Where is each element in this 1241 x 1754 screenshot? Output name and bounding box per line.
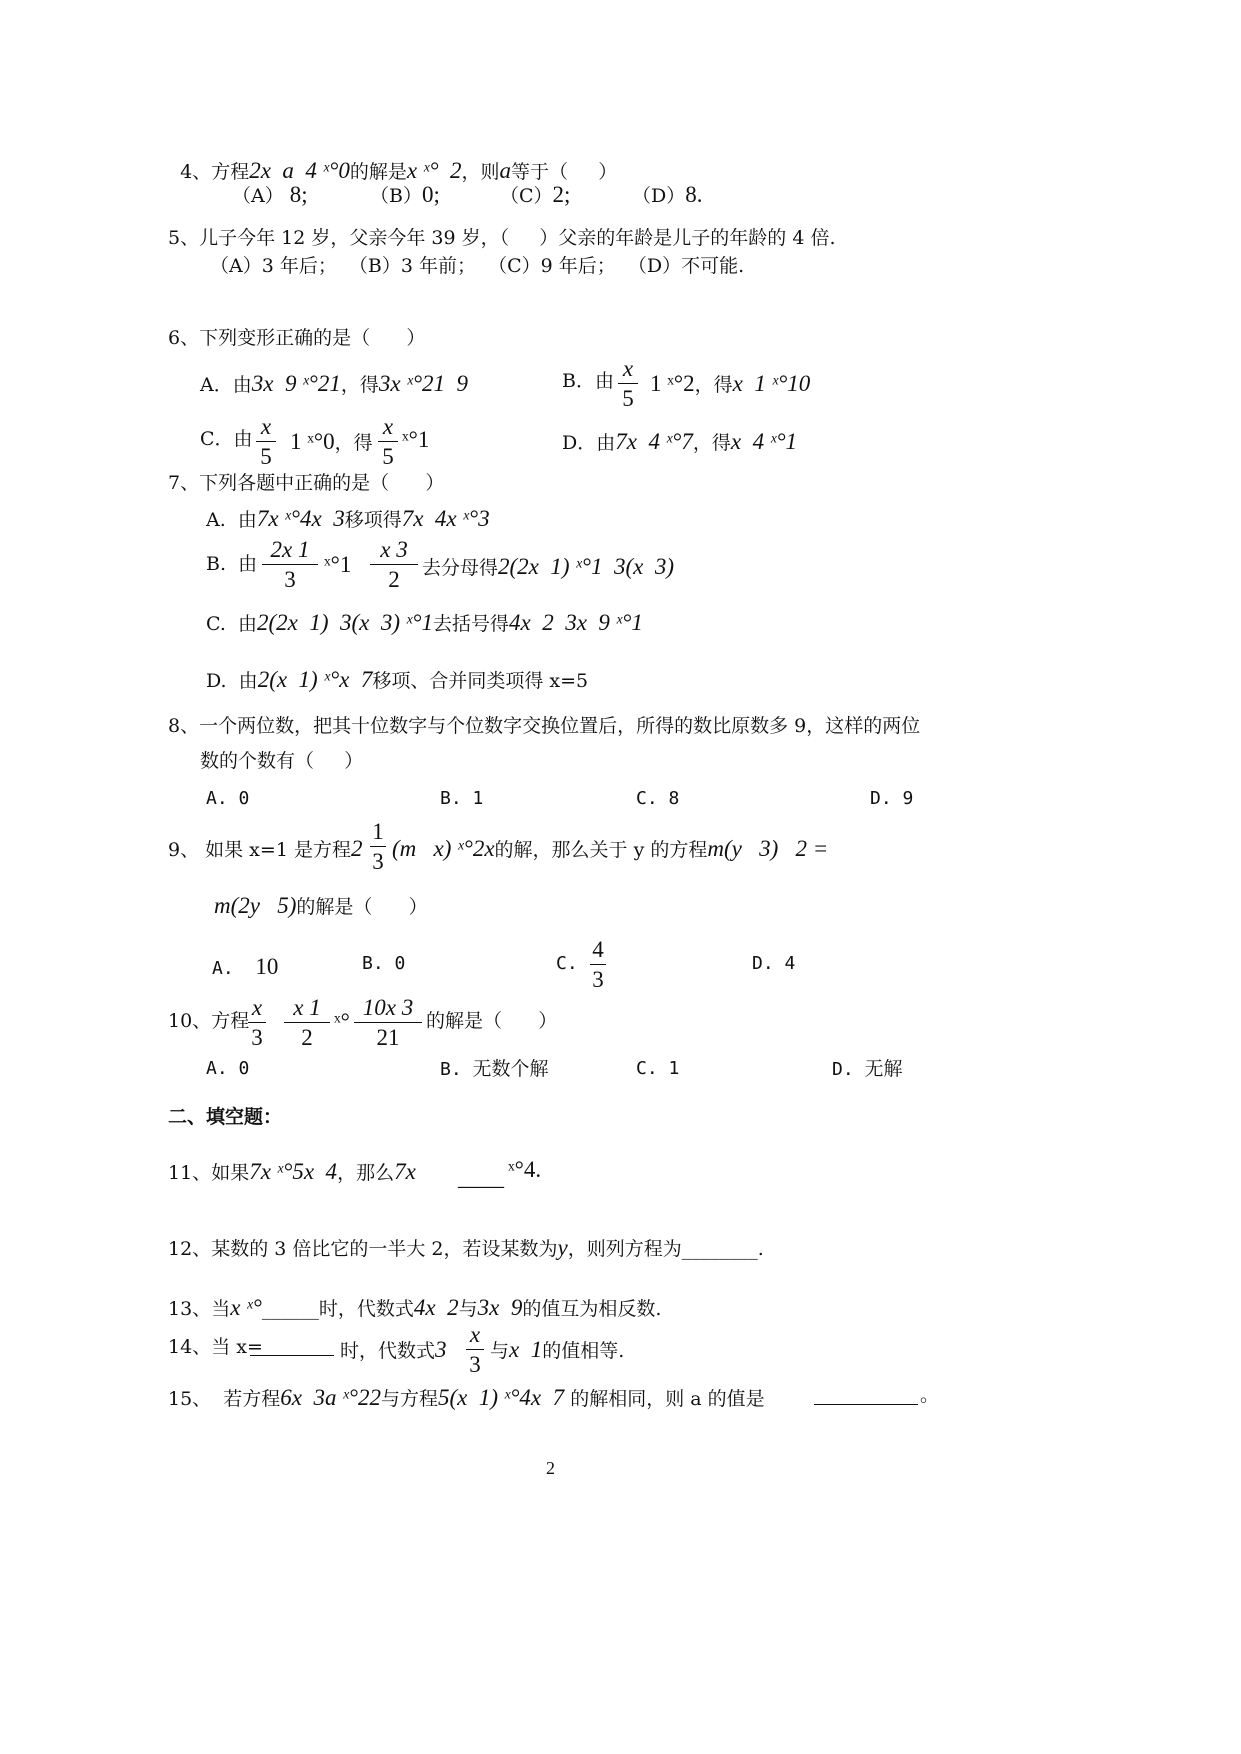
q7-b-mid: ˣ°1 xyxy=(324,552,352,577)
question-8: 8、一个两位数，把其十位数字与个位数字交换位置后，所得的数比原数多 9，这样的两位 xyxy=(168,715,921,737)
q7-option-b-expr: 去分母得2(2x 1) ˣ°1 3(x 3) xyxy=(422,554,675,579)
q9-option-a: A. 10 xyxy=(212,954,279,979)
q10-fraction-1: x 3 xyxy=(248,996,266,1049)
q4-option-c: （C）2; xyxy=(500,182,571,207)
q9-option-c-fraction: 4 3 xyxy=(590,938,606,991)
q10-fraction-2: x 1 2 xyxy=(284,996,330,1049)
q14-tail: 时，代数式3 xyxy=(340,1337,447,1362)
question-14: 14、当 x= xyxy=(168,1336,263,1358)
q7-b-fraction-1: 2x 1 3 xyxy=(262,538,318,591)
question-12: 12、某数的 3 倍比它的一半大 2，若设某数为y，则列方程为________. xyxy=(168,1235,764,1260)
q8-option-a: A. 0 xyxy=(206,788,250,809)
q10-fraction-3: 10x 3 21 xyxy=(354,996,422,1049)
q8-option-d: D. 9 xyxy=(870,788,914,809)
q7-b-fraction-2: x 3 2 xyxy=(370,538,418,591)
q6-c-fraction: x 5 xyxy=(256,415,276,468)
q6-option-c-expr: 1 ˣ°0，得 xyxy=(290,429,373,454)
question-11: 11、如果7x ˣ°5x 4，那么7x xyxy=(168,1159,416,1184)
question-4: 4、方程2x a 4 ˣ°0的解是x ˣ° 2，则a等于（ ） xyxy=(180,158,618,183)
question-7: 7、下列各题中正确的是（ ） xyxy=(168,472,445,494)
q14-tail2: 与x 1的值相等. xyxy=(490,1337,625,1362)
q15-end: 。 xyxy=(920,1384,940,1406)
q6-b-fraction: x 5 xyxy=(618,357,638,410)
q10-tail: 的解是（ ） xyxy=(426,1010,558,1032)
q7-option-b: B. 由 xyxy=(206,553,258,575)
q7-option-d: D. 由2(x 1) ˣ°x 7移项、合并同类项得 x=5 xyxy=(206,667,589,692)
q6-option-c: C．由 xyxy=(200,428,253,450)
q6-option-c-expr2: ˣ°1 xyxy=(402,427,430,452)
q9-option-c: C. xyxy=(556,953,578,974)
q9-line2: m(2y 5)的解是（ ） xyxy=(214,893,428,918)
question-6: 6、下列变形正确的是（ ） xyxy=(168,327,426,349)
q11-tail: ˣ°4. xyxy=(508,1157,542,1182)
q10-option-b: B. 无数个解 xyxy=(440,1058,549,1080)
q10-option-d: D. 无解 xyxy=(832,1058,903,1080)
q8-option-b: B. 1 xyxy=(440,788,484,809)
q8-option-c: C. 8 xyxy=(636,788,680,809)
q5-options: （A）3 年后； （B）3 年前； （C）9 年后； （D）不可能. xyxy=(210,255,745,277)
q4-option-b: （B）0; xyxy=(370,182,440,207)
q9-option-b: B. 0 xyxy=(362,953,406,974)
question-10: 10、方程 xyxy=(168,1010,250,1032)
question-13: 13、当x ˣ°______时，代数式4x 2与3x 9的值互为相反数. xyxy=(168,1295,662,1320)
section-2-title: 二、填空题： xyxy=(168,1106,283,1128)
q6-option-d: D．由7x 4 ˣ°7，得x 4 ˣ°1 xyxy=(562,429,798,454)
q6-option-a: A．由3x 9 ˣ°21，得3x ˣ°21 9 xyxy=(200,371,469,396)
q7-option-a: A. 由7x ˣ°4x 3移项得7x 4x ˣ°3 xyxy=(206,506,490,531)
question-5: 5、儿子今年 12 岁，父亲今年 39 岁，（ ）父亲的年龄是儿子的年龄的 4 倍. xyxy=(168,227,836,249)
question-8-line2: 数的个数有（ ） xyxy=(200,750,364,772)
q10-option-c: C. 1 xyxy=(636,1058,680,1079)
q7-option-c: C. 由2(2x 1) 3(x 3) ˣ°1去括号得4x 2 3x 9 ˣ°1 xyxy=(206,610,643,635)
q10-equals: ˣ° xyxy=(334,1009,350,1034)
q4-option-a: （A） 8; xyxy=(232,182,308,207)
q6-option-b-expr: 1 ˣ°2，得x 1 ˣ°10 xyxy=(650,371,811,396)
q14-fraction: x 3 xyxy=(466,1323,484,1376)
question-15: 15、 若方程6x 3a ˣ°22与方程5(x 1) ˣ°4x 7 的解相同，则 a 的值是 xyxy=(168,1385,765,1410)
q9-option-d: D. 4 xyxy=(752,953,796,974)
q10-option-a: A. 0 xyxy=(206,1058,250,1079)
q9-fraction: 1 3 xyxy=(370,820,386,873)
question-9: 9、 如果 x=1 是方程2 xyxy=(168,836,363,861)
q14-blank xyxy=(250,1354,334,1356)
q15-blank xyxy=(814,1403,918,1405)
q4-option-d: （D）8. xyxy=(632,182,703,207)
page-number: 2 xyxy=(546,1458,555,1478)
q6-c-fraction-2: x 5 xyxy=(378,415,398,468)
q9-expr: (m x) ˣ°2x的解，那么关于 y 的方程m(y 3) 2 = xyxy=(392,836,829,861)
q11-blank: ____ xyxy=(458,1165,504,1190)
q6-option-b: B．由 xyxy=(562,370,614,392)
